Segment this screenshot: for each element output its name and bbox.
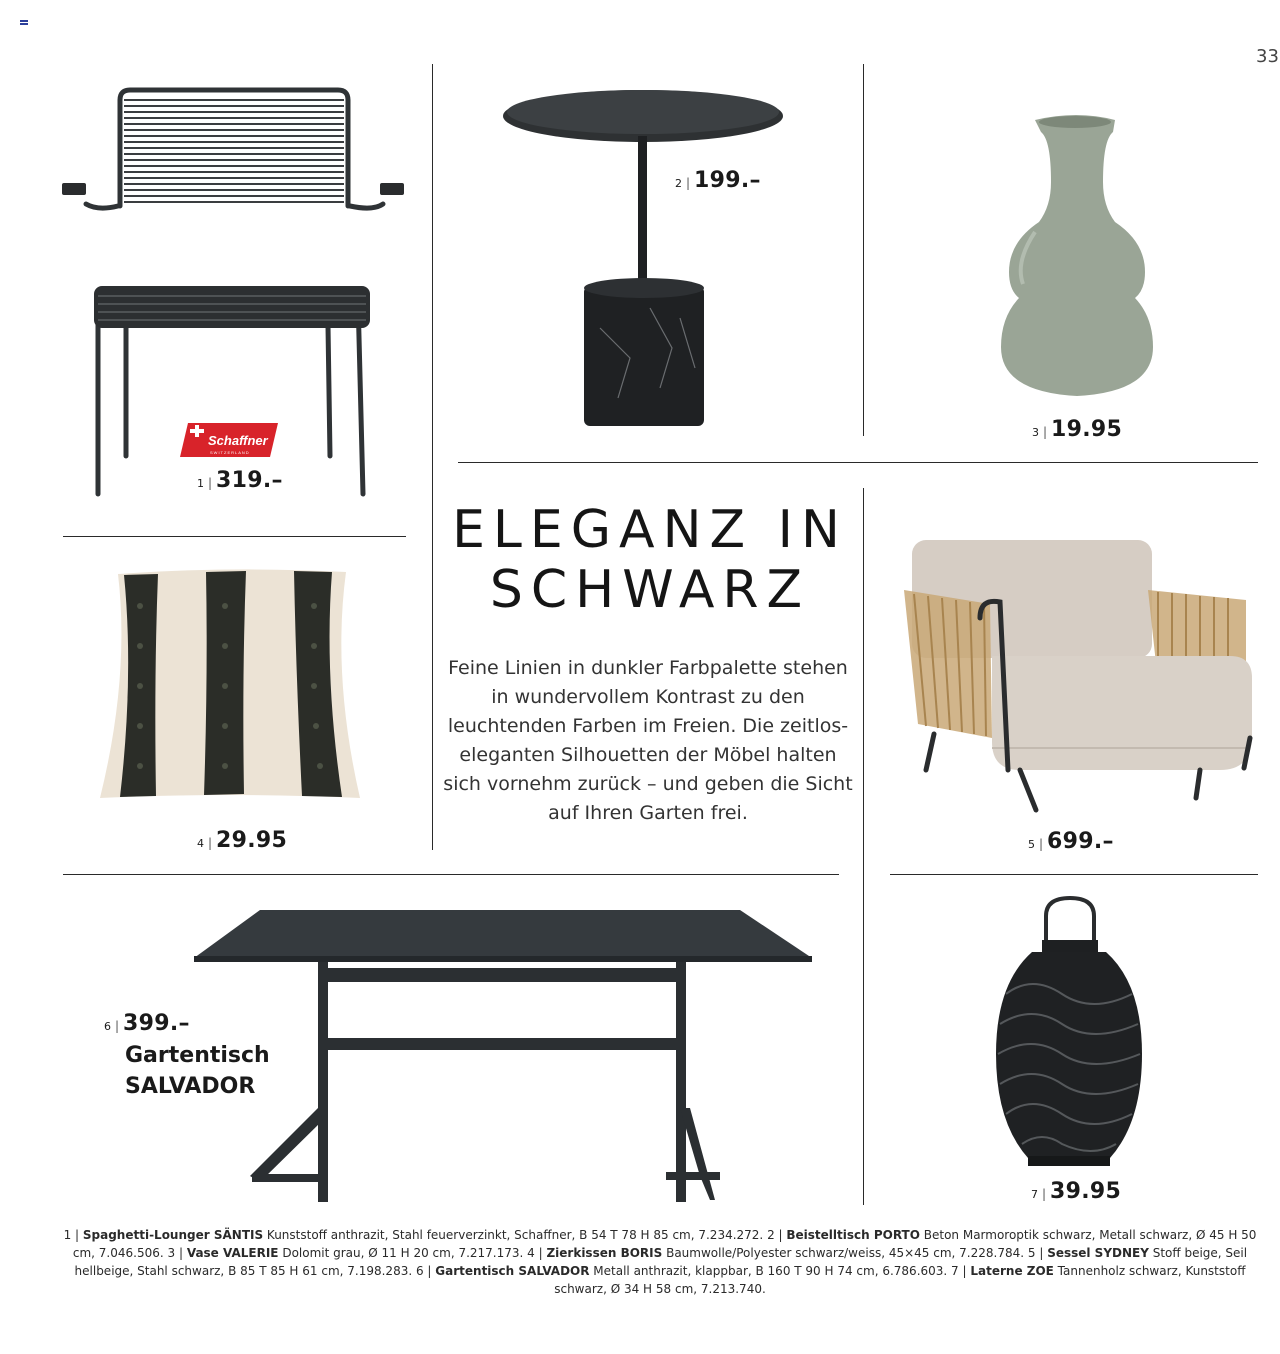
footnote-product-name: Gartentisch SALVADOR: [435, 1264, 590, 1278]
footnote-description: Beton Marmoroptik schwarz, Metall schwarz, Ø 45 H 50 cm, 7.046.506.: [72, 1228, 1257, 1260]
product-details-footnote: [60, 1226, 1260, 1298]
price-value: 399.–: [123, 1011, 190, 1036]
separator: |: [1042, 1187, 1047, 1201]
footnote-number: 7 |: [951, 1264, 971, 1278]
divider-horizontal-bottom: [63, 874, 839, 875]
headline-line-1: ELEGANZ IN: [452, 500, 848, 560]
price-tag-1: [197, 468, 283, 493]
footnote-product-name: Sessel SYDNEY: [1047, 1246, 1149, 1260]
footnote-product-name: Zierkissen BORIS: [546, 1246, 663, 1260]
page-number: 33: [1256, 46, 1279, 67]
divider-horizontal-top: [458, 462, 1258, 463]
price-value: 29.95: [216, 828, 288, 853]
svg-text:Schaffner: Schaffner: [208, 433, 268, 448]
price-value: 319.–: [216, 468, 283, 493]
footnote-description: Metall anthrazit, klappbar, B 160 T 90 H 74 cm, 6.786.603.: [589, 1264, 952, 1278]
corner-flag-mark: [20, 20, 28, 26]
footnote-number: 2 |: [767, 1228, 787, 1242]
separator: |: [1039, 837, 1044, 851]
footnote-description: Kunststoff anthrazit, Stahl feuerverzinkt, Schaffner, B 54 T 78 H 85 cm, 7.234.272.: [263, 1228, 768, 1242]
product-number: 7: [1031, 1188, 1038, 1201]
vase-image: [995, 112, 1160, 402]
schaffner-logo: [180, 423, 278, 457]
product-name-line-2: SALVADOR: [125, 1074, 256, 1099]
price-tag-7: [1031, 1179, 1121, 1204]
garden-table-image: [190, 908, 815, 1208]
footnote-number: 1 |: [63, 1228, 83, 1242]
cushion-image: [96, 566, 366, 806]
separator: |: [686, 176, 691, 190]
price-value: 19.95: [1051, 417, 1123, 442]
price-tag-3: [1032, 417, 1122, 442]
separator: |: [115, 1019, 120, 1033]
price-value: 199.–: [694, 168, 761, 193]
page-headline: [440, 500, 860, 620]
separator: |: [208, 476, 213, 490]
footnote-number: 4 |: [527, 1246, 547, 1260]
footnote-description: Stoff beige, Seil hellbeige, Stahl schwarz, B 85 T 85 H 61 cm, 7.198.283.: [74, 1246, 1248, 1278]
product-number: 3: [1032, 426, 1039, 439]
price-value: 39.95: [1050, 1179, 1122, 1204]
product-name-line-1: Gartentisch: [125, 1043, 270, 1068]
price-tag-4: [197, 828, 287, 853]
divider-vertical-right-bottom: [863, 488, 864, 1205]
product-number: 2: [675, 177, 682, 190]
footnote-description: Baumwolle/Polyester schwarz/weiss, 45×45 cm, 7.228.784.: [662, 1246, 1028, 1260]
footnote-product-name: Beistelltisch PORTO: [786, 1228, 920, 1242]
lantern-image: [992, 894, 1146, 1174]
footnote-product-name: Vase VALERIE: [186, 1246, 279, 1260]
footnote-product-name: Laterne ZOE: [970, 1264, 1054, 1278]
price-tag-6: [104, 1011, 190, 1036]
divider-horizontal-right: [890, 874, 1258, 875]
footnote-product-name: Spaghetti-Lounger SÄNTIS: [82, 1228, 264, 1242]
product-number: 6: [104, 1020, 111, 1033]
side-table-image: [500, 88, 790, 438]
footnote-description: Tannenholz schwarz, Kunststoff schwarz, Ø 34 H 58 cm, 7.213.740.: [554, 1264, 1246, 1296]
armchair-image: [900, 538, 1260, 818]
product-number: 5: [1028, 838, 1035, 851]
headline-line-2: SCHWARZ: [489, 560, 811, 620]
footnote-number: 3 |: [167, 1246, 187, 1260]
separator: |: [1043, 425, 1048, 439]
footnote-description: Dolomit grau, Ø 11 H 20 cm, 7.217.173.: [278, 1246, 528, 1260]
divider-vertical-right-top: [863, 64, 864, 436]
price-tag-5: [1028, 829, 1114, 854]
price-value: 699.–: [1047, 829, 1114, 854]
product-number: 1: [197, 477, 204, 490]
product-number: 4: [197, 837, 204, 850]
intro-paragraph: Feine Linien in dunkler Farbpalette stehen in wundervollem Kontrast zu den leuchtenden Farben im Freien. Die zeitlos-eleganten Silhouetten der Möbel halten sich vornehm zurück – und geben die Sicht auf Ihren Garten frei.: [443, 657, 853, 824]
svg-text:SWITZERLAND: SWITZERLAND: [210, 450, 250, 455]
footnote-number: 5 |: [1027, 1246, 1048, 1260]
footnote-number: 6 |: [415, 1264, 436, 1278]
product-name-6: [125, 1040, 270, 1102]
separator: |: [208, 836, 213, 850]
divider-horizontal-left: [63, 536, 406, 537]
divider-vertical-left: [432, 64, 433, 850]
price-tag-2: [675, 168, 761, 193]
